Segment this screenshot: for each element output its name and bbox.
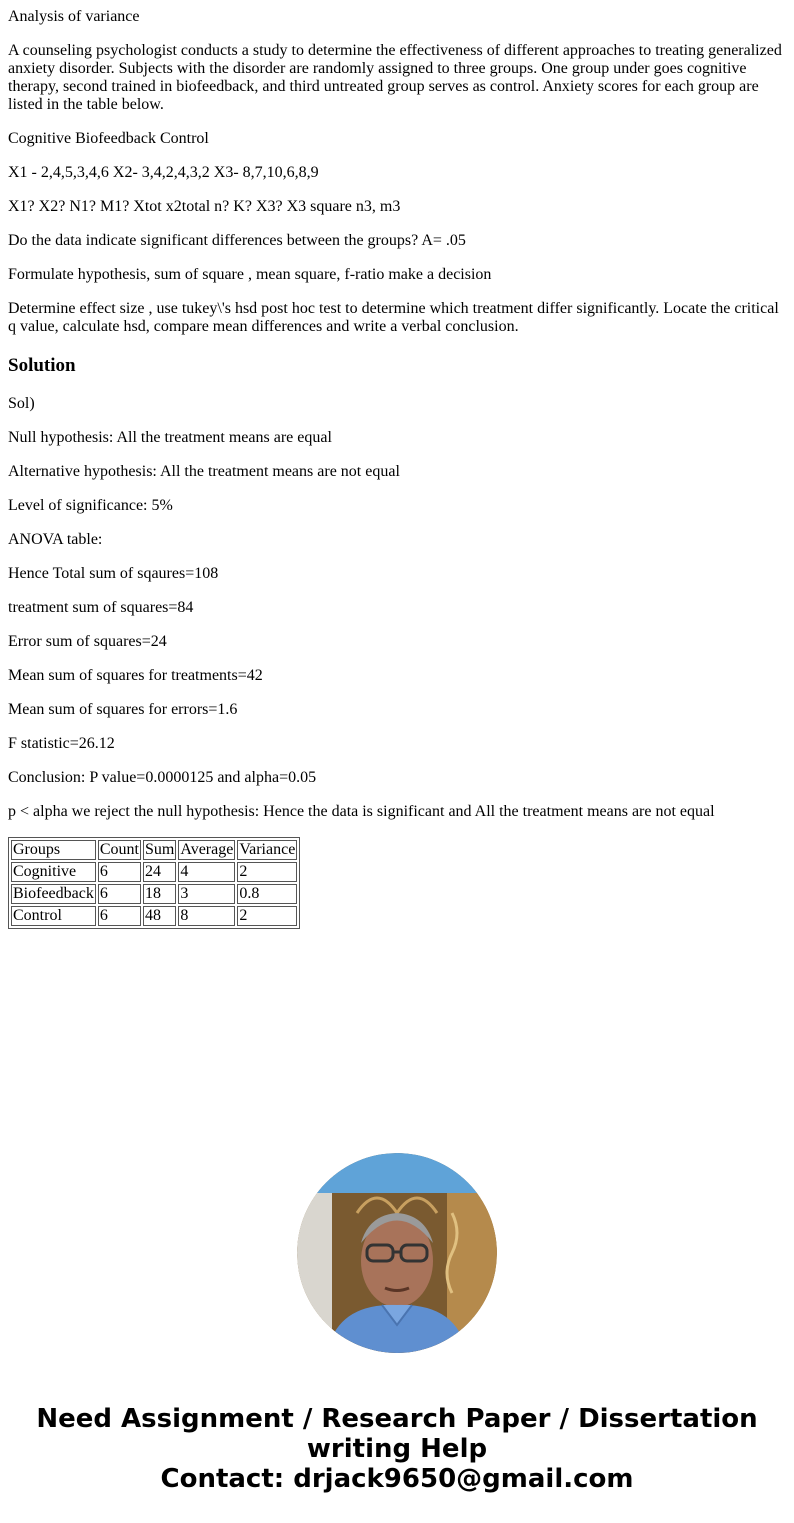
table-cell: 8 [178,906,235,926]
question-title: Analysis of variance [8,8,140,25]
question-groups-line: Cognitive Biofeedback Control [8,130,209,147]
table-cell: 2 [237,906,297,926]
question-significance-line: Do the data indicate significant differences between the groups? A= .05 [8,232,466,249]
solution-line: Hence Total sum of sqaures=108 [8,565,219,582]
table-cell: Control [11,906,96,926]
question-effect-line: Determine effect size , use tukey\'s hsd post hoc test to determine which treatment differ significantly. Locate the critical q value, calculate hsd, compare mean differences and write a verbal conclusion. [8,300,779,335]
table-cell: Biofeedback [13,885,94,902]
table-cell: Cognitive [11,862,96,882]
solution-line: F statistic=26.12 [8,735,115,752]
table-row [11,906,297,926]
table-cell: 3 [178,884,235,904]
anova-summary-table [8,837,300,929]
table-header-cell: Average [180,841,234,858]
table-cell: 48 [143,906,176,926]
solution-line: Mean sum of squares for treatments=42 [8,667,263,684]
solution-line: ANOVA table: [8,531,103,548]
table-cell: 6 [98,906,141,926]
solution-line: Alternative hypothesis: All the treatment means are not equal [8,463,400,480]
solution-line: Level of significance: 5% [8,497,173,514]
solution-line: p < alpha we reject the null hypothesis: Hence the data is significant and All the treatment means are not equal [8,803,715,820]
author-avatar [297,1153,497,1353]
solution-line: Conclusion: P value=0.0000125 and alpha=0.05 [8,769,317,786]
table-row [11,862,297,882]
author-portrait-icon [297,1153,497,1353]
table-row [11,884,297,904]
table-cell: 18 [143,884,176,904]
solution-line: Mean sum of squares for errors=1.6 [8,701,238,718]
solution-line: Sol) [8,395,35,412]
table-cell: 24 [143,862,176,882]
table-cell: 6 [98,862,141,882]
question-data-line: X1 - 2,4,5,3,4,6 X2- 3,4,2,4,3,2 X3- 8,7,10,6,8,9 [8,164,319,181]
table-header-cell: Groups [11,840,96,860]
banner-contact-line: Contact: drjack9650@gmail.com [160,1464,634,1494]
table-header-row [11,840,297,860]
table-cell: 4 [178,862,235,882]
question-symbols-line: X1? X2? N1? M1? Xtot x2total n? K? X3? X3 square n3, m3 [8,198,401,215]
banner-line-2: writing Help [306,1434,488,1464]
banner-line-1: Need Assignment / Research Paper / Dissertation [36,1404,758,1434]
table-cell: 2 [237,862,297,882]
table-header-cell: Sum [144,841,175,858]
table-cell: 0.8 [237,884,297,904]
question-formulate-line: Formulate hypothesis, sum of square , mean square, f-ratio make a decision [8,266,492,283]
solution-line: Null hypothesis: All the treatment means are equal [8,429,332,446]
table-header-cell: Count [99,841,139,858]
question-intro: A counseling psychologist conducts a study to determine the effectiveness of different approaches to treating generalized anxiety disorder. Subjects with the disorder are randomly assigned to three groups. One group under goes cognitive therapy, second trained in biofeedback, and third untreated group serves as control. Anxiety scores for each group are listed in the table below. [8,42,782,113]
solution-line: Error sum of squares=24 [8,633,167,650]
solution-line: treatment sum of squares=84 [8,599,194,616]
table-cell: 6 [98,884,141,904]
promo-banner [0,1404,794,1494]
solution-heading: Solution [8,355,76,376]
table-header-cell: Variance [239,841,296,858]
